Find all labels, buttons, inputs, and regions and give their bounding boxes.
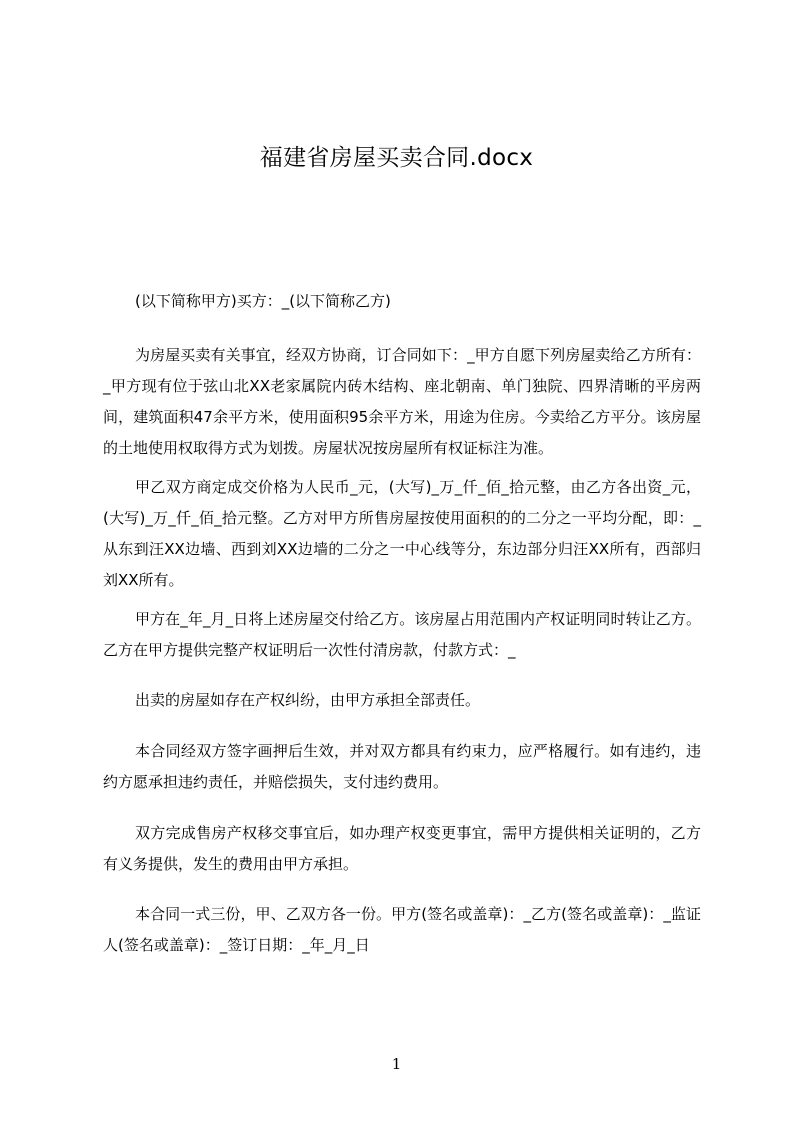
paragraph-title-disputes: 出卖的房屋如存在产权纠纷，由甲方承担全部责任。 <box>135 691 481 709</box>
document-title: 福建省房屋买卖合同.docx <box>259 145 534 171</box>
paragraph-delivery-and-payment: 甲方在_年_月_日将上述房屋交付给乙方。该房屋占用范围内产权证明同时转让乙方。乙方在甲方提供完整产权证明后一次性付清房款，付款方式：_ <box>103 610 701 659</box>
paragraph-property-description: 为房屋买卖有关事宜，经双方协商，订合同如下：_甲方自愿下列房屋卖给乙方所有：_甲方现有位于弦山北XX老家属院内砖木结构、座北朝南、单门独院、四界清晰的平房两间，建筑面积47余平方米，使用面积95余平方米，用途为住房。今卖给乙方平分。该房屋的土地使用权取得方式为划拨。房屋状况按房屋所有权证标注为准。 <box>103 346 701 457</box>
paragraph-parties: (以下简称甲方)买方：_(以下简称乙方) <box>135 292 391 310</box>
paragraph-transfer-obligations: 双方完成售房产权移交事宜后，如办理产权变更事宜，需甲方提供相关证明的，乙方有义务提供，发生的费用由甲方承担。 <box>103 824 701 873</box>
paragraph-signatures: 本合同一式三份，甲、乙双方各一份。甲方(签名或盖章)：_乙方(签名或盖章)：_监证人(签名或盖章)：_签订日期：_年_月_日 <box>103 905 701 954</box>
paragraph-price-and-division: 甲乙双方商定成交价格为人民币_元，(大写)_万_仟_佰_拾元整，由乙方各出资_元，(大写)_万_仟_佰_拾元整。乙方对甲方所售房屋按使用面积的的二分之一平均分配，即：_从东到汪XX边墙、西到刘XX边墙的二分之一中心线等分，东边部分归汪XX所有，西部归刘XX所有。 <box>103 478 701 589</box>
paragraph-effectiveness: 本合同经双方签字画押后生效，并对双方都具有约束力，应严格履行。如有违约，违约方愿承担违约责任，并赔偿损失，支付违约费用。 <box>103 742 701 791</box>
page-number: 1 <box>391 1055 402 1073</box>
